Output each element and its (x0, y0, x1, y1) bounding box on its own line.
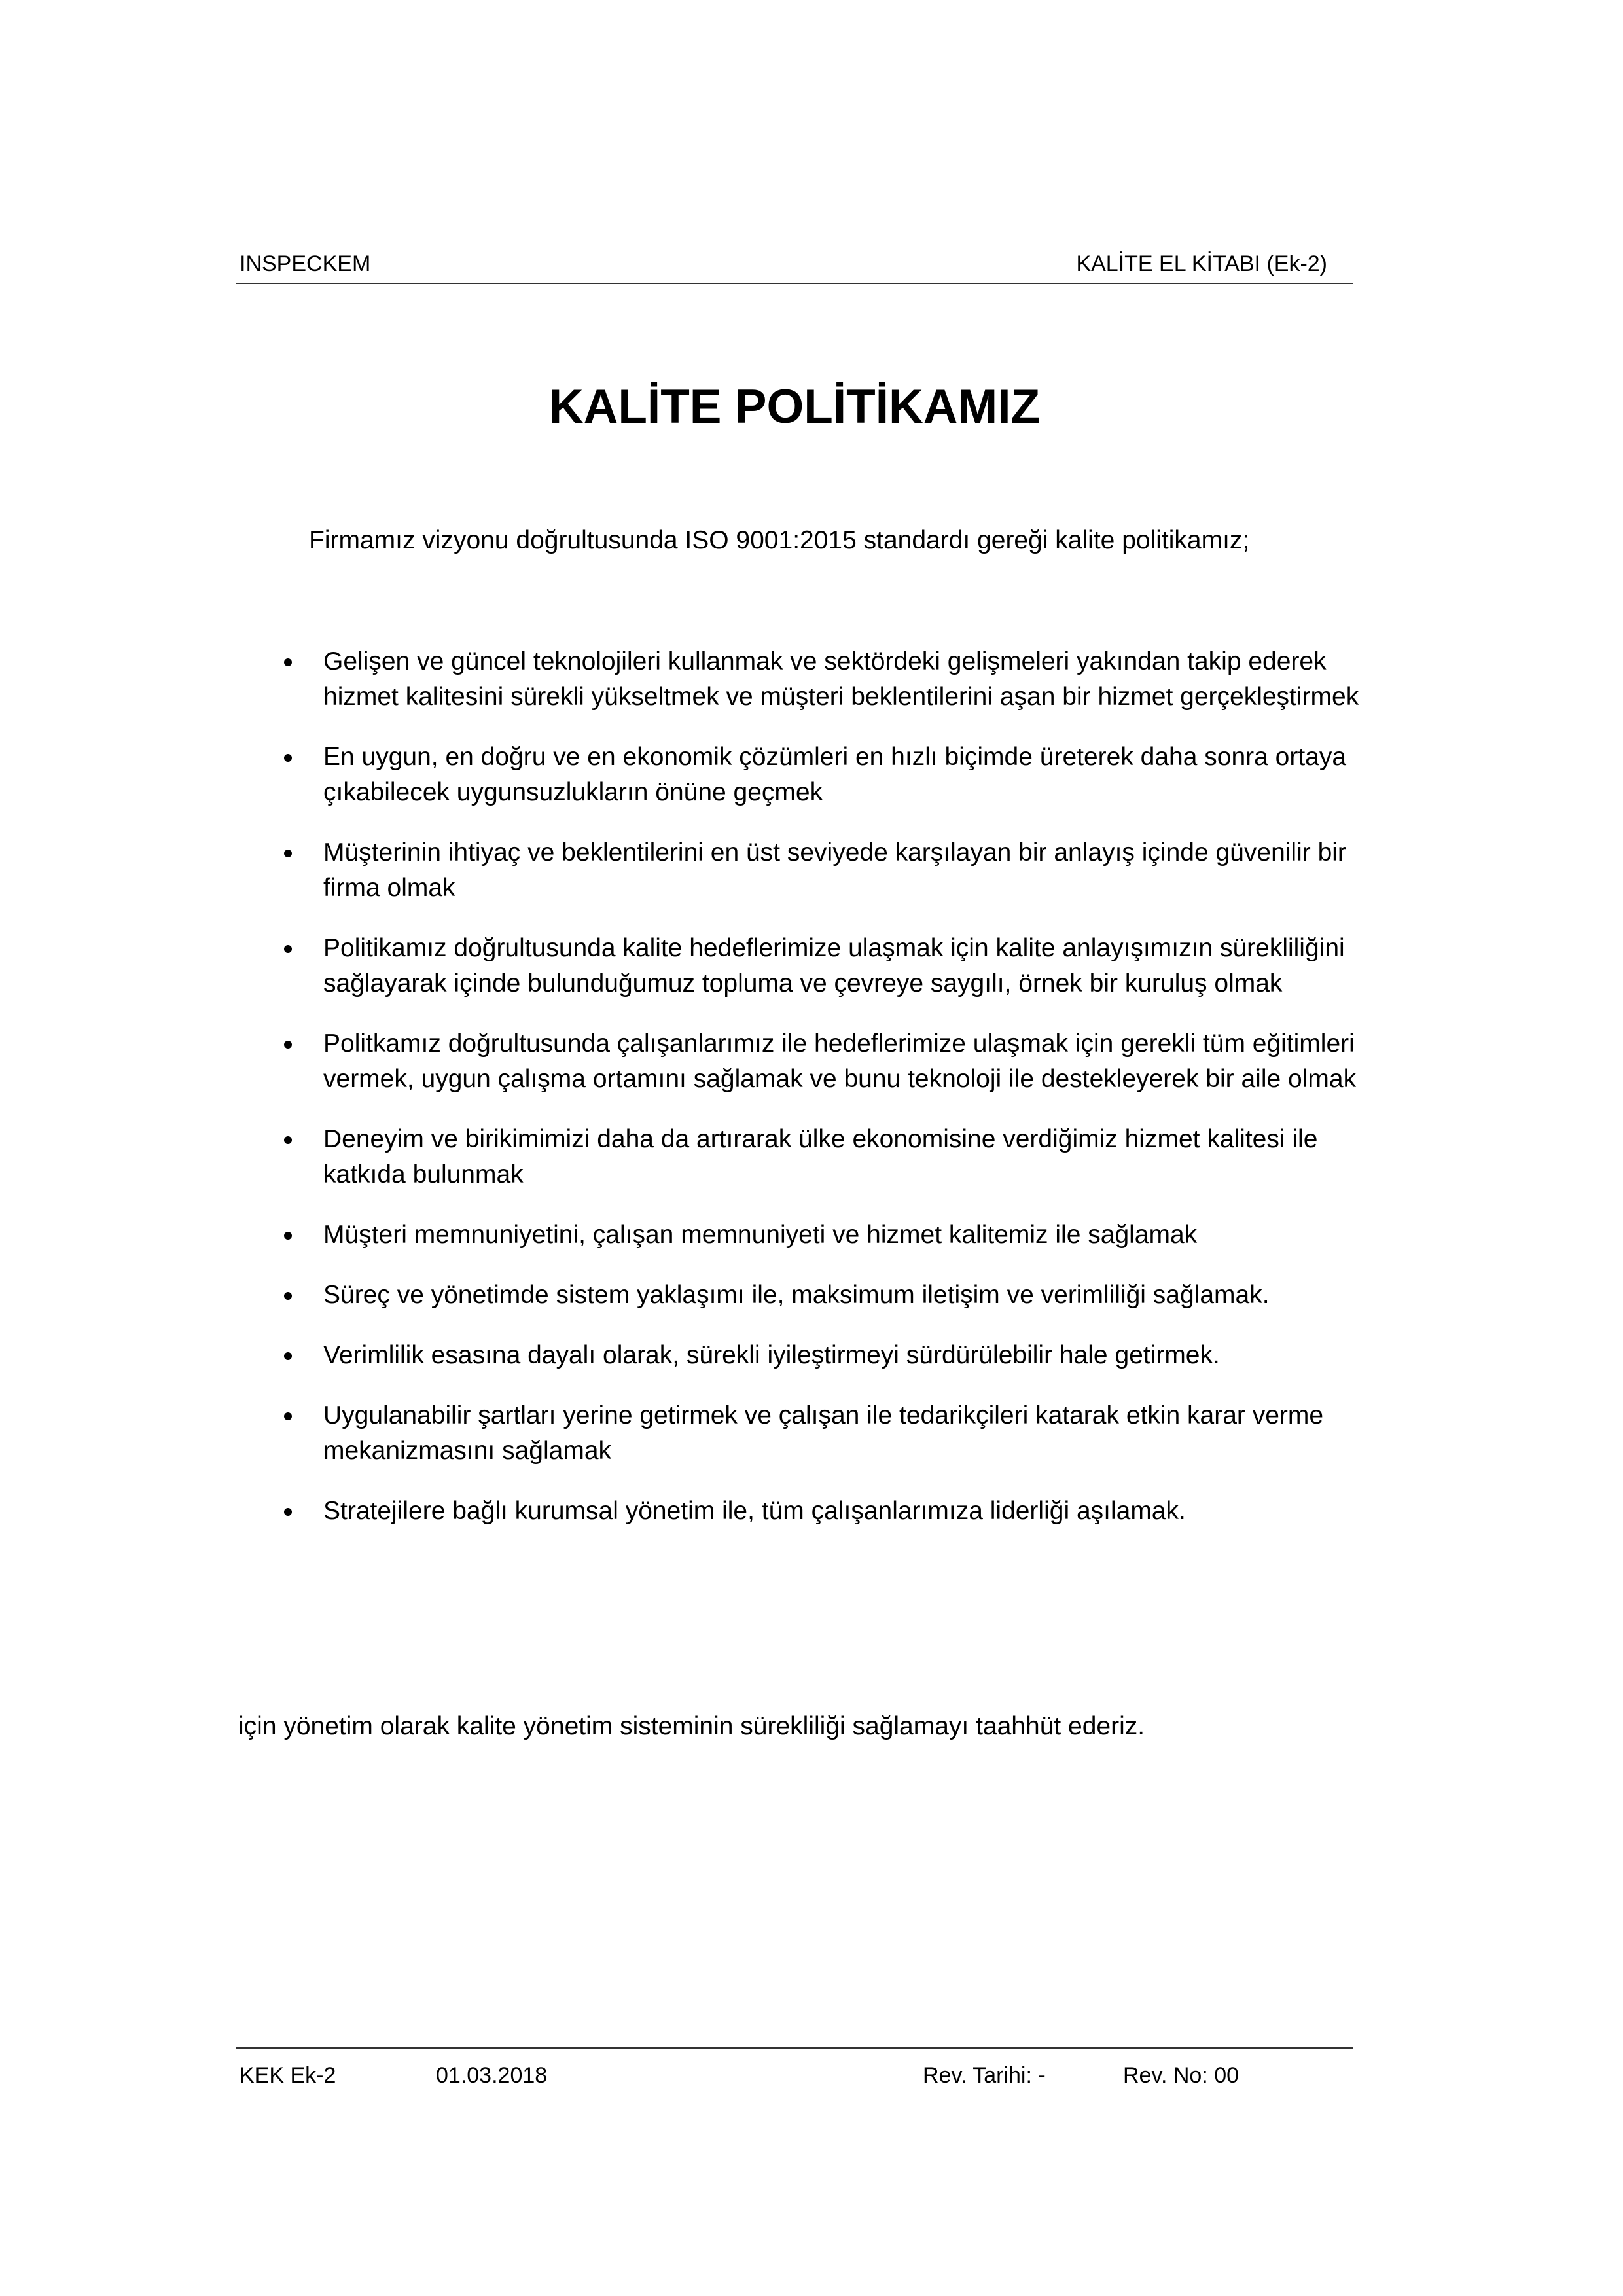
list-item-text: Süreç ve yönetimde sistem yaklaşımı ile, maksimum iletişim ve verimliliği sağlamak. (323, 1281, 1270, 1309)
footer-revision-date: Rev. Tarihi: - (923, 2063, 1046, 2088)
list-item (275, 1338, 1361, 1373)
list-item-text: Verimlilik esasına dayalı olarak, sürekli iyileştirmeyi sürdürülebilir hale getirmek. (323, 1341, 1220, 1369)
page-footer (236, 2047, 1353, 2088)
bullet-icon (284, 850, 292, 857)
bullet-icon (284, 1412, 292, 1420)
list-item-text: Stratejilere bağlı kurumsal yönetim ile, tüm çalışanlarımıza liderliği aşılamak. (323, 1497, 1186, 1525)
page-header (236, 249, 1353, 284)
list-item (275, 1026, 1361, 1097)
page-title: KALİTE POLİTİKAMIZ (548, 380, 1041, 433)
header-company-name: INSPECKEM (240, 251, 371, 276)
closing-statement: için yönetim olarak kalite yönetim sisteminin sürekliliği sağlamayı taahhüt ederiz. (238, 1712, 1145, 1740)
bullet-icon (284, 658, 292, 666)
list-item (275, 1278, 1361, 1313)
footer-revision-number: Rev. No: 00 (1123, 2063, 1240, 2088)
list-item (275, 835, 1361, 906)
list-item-text: Müşterinin ihtiyaç ve beklentilerini en üst seviyede karşılayan bir anlayış içinde güvenilir bir firma olmak (323, 838, 1346, 902)
list-item-text: Müşteri memnuniyetini, çalışan memnuniyeti ve hizmet kalitemiz ile sağlamak (323, 1221, 1198, 1249)
list-item (275, 1217, 1361, 1253)
bullet-icon (284, 1508, 292, 1516)
list-item-text: Politikamız doğrultusunda kalite hedeflerimize ulaşmak için kalite anlayışımızın sürekliliğini sağlayarak içinde bulunduğumuz topluma ve çevreye saygılı, örnek bir kuruluş olmak (323, 934, 1345, 997)
list-item (275, 1494, 1361, 1529)
bullet-icon (284, 1136, 292, 1144)
bullet-icon (284, 1352, 292, 1360)
footer-document-code: KEK Ek-2 (240, 2063, 336, 2088)
bullet-icon (284, 1232, 292, 1240)
list-item-text: Deneyim ve birikimimizi daha da artırarak ülke ekonomisine verdiğimiz hizmet kalitesi ile katkıda bulunmak (323, 1125, 1318, 1189)
bullet-icon (284, 1041, 292, 1049)
list-item (275, 931, 1361, 1001)
list-item-text: Gelişen ve güncel teknolojileri kullanmak ve sektördeki gelişmeleri yakından takip ederek hizmet kalitesini sürekli yükseltmek ve müşteri beklentilerini aşan bir hizmet gerçekleştirmek (323, 647, 1359, 711)
list-item-text: Politkamız doğrultusunda çalışanlarımız ile hedeflerimize ulaşmak için gerekli tüm eğitimleri vermek, uygun çalışma ortamını sağlamak ve bunu teknoloji ile destekleyerek bir aile olmak (323, 1030, 1357, 1093)
bullet-icon (284, 754, 292, 762)
bullet-icon (284, 1292, 292, 1300)
list-item (275, 740, 1361, 810)
list-item (275, 644, 1361, 715)
list-item (275, 1122, 1361, 1193)
policy-list (275, 644, 1361, 1554)
list-item-text: Uygulanabilir şartları yerine getirmek ve çalışan ile tedarikçileri katarak etkin karar verme mekanizmasını sağlamak (323, 1401, 1324, 1465)
list-item-text: En uygun, en doğru ve en ekonomik çözümleri en hızlı biçimde üreterek daha sonra ortaya çıkabilecek uygunsuzlukların önüne geçmek (323, 743, 1347, 806)
bullet-icon (284, 945, 292, 953)
list-item (275, 1398, 1361, 1469)
footer-document-date: 01.03.2018 (436, 2063, 548, 2088)
intro-text: Firmamız vizyonu doğrultusunda ISO 9001:2015 standardı gereği kalite politikamız; (309, 526, 1250, 554)
header-document-title: KALİTE EL KİTABI (Ek-2) (1076, 251, 1327, 276)
